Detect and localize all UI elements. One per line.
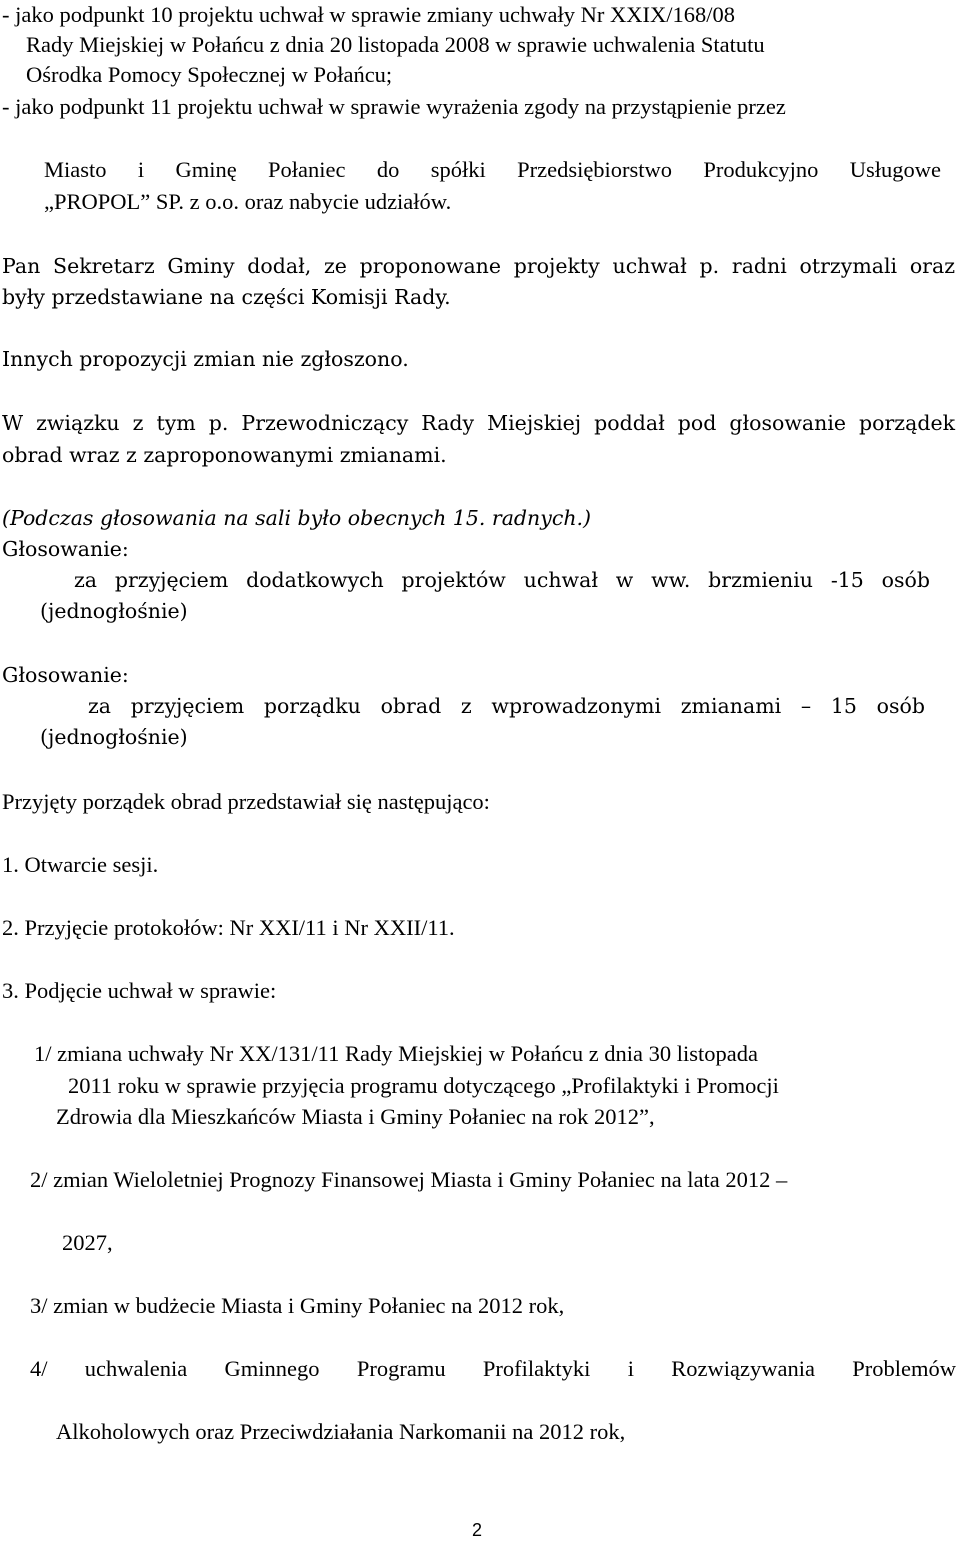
vote-2-line-2: (jednogłośnie): [40, 725, 188, 749]
subitem-1-line-1: 1/ zmiana uchwały Nr XX/131/11 Rady Miejskiej w Połańcu z dnia 30 listopada: [34, 1041, 759, 1066]
intro-line-1: - jako podpunkt 10 projektu uchwał w sprawie zmiany uchwały Nr XXIX/168/08: [2, 2, 735, 27]
subitem-2-line-2: 2027,: [62, 1230, 113, 1255]
intro-line-4: - jako podpunkt 11 projektu uchwał w sprawie wyrażenia zgody na przystąpienie przez: [2, 94, 786, 119]
agenda-item-3: 3. Podjęcie uchwał w sprawie:: [2, 978, 277, 1003]
page-number: 2: [472, 1520, 483, 1540]
vote-2-line-1: za przyjęciem porządku obrad z wprowadzonymi zmianami – 15 osób: [88, 694, 925, 718]
subitem-4-line-1: 4/ uchwalenia Gminnego Programu Profilaktyki i Rozwiązywania Problemów: [30, 1356, 956, 1381]
vote-1-label: Głosowanie:: [2, 537, 129, 561]
subitem-1-line-2: 2011 roku w sprawie przyjęcia programu dotyczącego „Profilaktyki i Promocji: [68, 1073, 779, 1098]
subitem-3: 3/ zmian w budżecie Miasta i Gminy Połaniec na 2012 rok,: [30, 1293, 565, 1318]
vote-1-line-1: za przyjęciem dodatkowych projektów uchwał w ww. brzmieniu -15 osób: [74, 568, 930, 592]
subitem-2-line-1: 2/ zmian Wieloletniej Prognozy Finansowej Miasta i Gminy Połaniec na lata 2012 –: [30, 1167, 788, 1192]
subitem-4-line-2: Alkoholowych oraz Przeciwdziałania Narkomanii na 2012 rok,: [56, 1419, 626, 1444]
chairman-line-2: obrad wraz z zaproponowanymi zmianami.: [2, 443, 447, 467]
chairman-line-1: W związku z tym p. Przewodniczący Rady Miejskiej poddał pod głosowanie porządek: [2, 411, 955, 435]
secretary-line-1: Pan Sekretarz Gminy dodał, ze proponowane projekty uchwał p. radni otrzymali oraz: [2, 254, 955, 278]
vote-1-line-2: (jednogłośnie): [40, 599, 188, 623]
subitem-1-line-3: Zdrowia dla Mieszkańców Miasta i Gminy Połaniec na rok 2012”,: [56, 1104, 655, 1129]
no-changes-text: Innych propozycji zmian nie zgłoszono.: [2, 347, 409, 371]
intro-line-6: „PROPOL” SP. z o.o. oraz nabycie udziałów.: [44, 189, 452, 214]
intro-line-3: Ośrodka Pomocy Społecznej w Połańcu;: [26, 62, 393, 87]
agenda-item-1: 1. Otwarcie sesji.: [2, 852, 159, 877]
intro-line-2: Rady Miejskiej w Połańcu z dnia 20 listopada 2008 w sprawie uchwalenia Statutu: [26, 32, 765, 57]
secretary-line-2: były przedstawiane na części Komisji Rady.: [2, 285, 451, 309]
intro-line-5: Miasto i Gminę Połaniec do spółki Przedsiębiorstwo Produkcyjno Usługowe: [44, 157, 941, 182]
agenda-item-2: 2. Przyjęcie protokołów: Nr XXI/11 i Nr XXII/11.: [2, 915, 455, 940]
attendance-note: (Podczas głosowania na sali było obecnych 15. radnych.): [2, 506, 592, 530]
vote-2-label: Głosowanie:: [2, 663, 129, 687]
agenda-intro: Przyjęty porządek obrad przedstawiał się następująco:: [2, 789, 490, 814]
